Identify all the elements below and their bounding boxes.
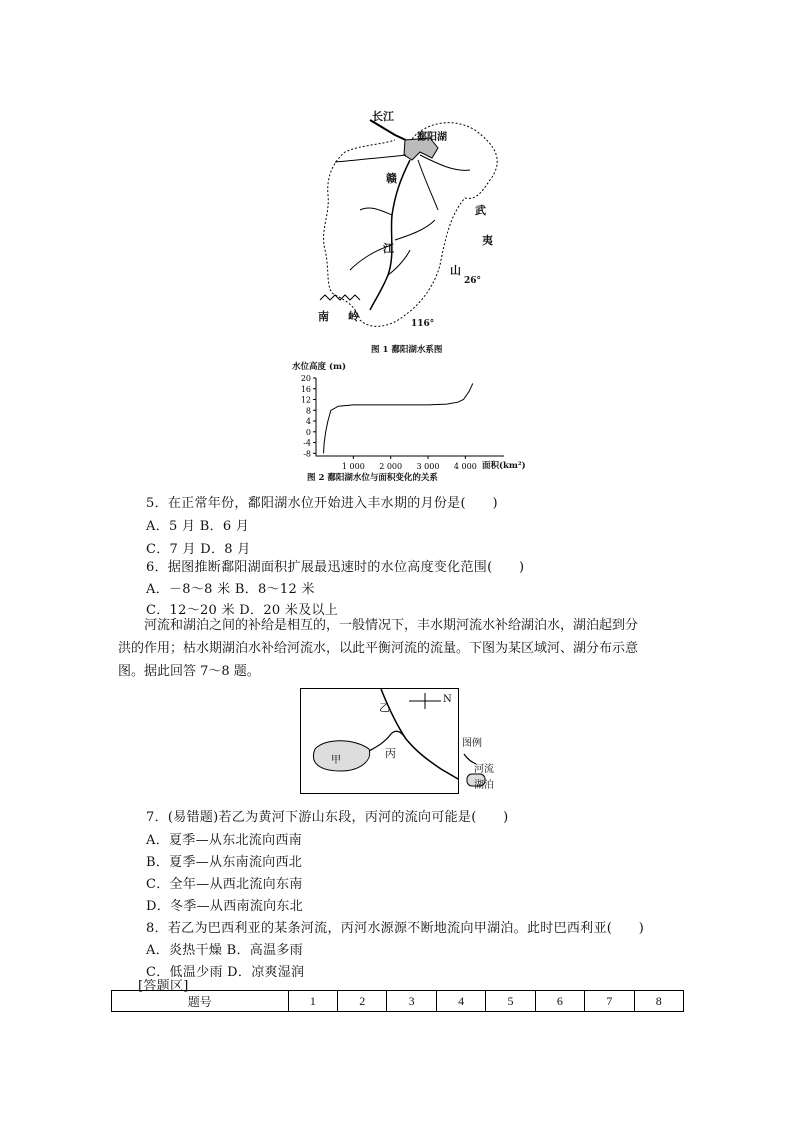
- figure-1-caption: 图 1 鄱阳湖水系图: [371, 345, 443, 355]
- label-changjiang: 长江: [372, 110, 394, 123]
- answer-table: [111, 990, 684, 1012]
- q5-options-cd: C．7 月 D．8 月: [146, 542, 251, 557]
- map-drawing: [300, 100, 530, 340]
- chart-series-line: [324, 383, 473, 453]
- paragraph-line-2: 洪的作用；枯水期湖泊水补给河流水，以此平衡河流的流量。下图为某区域河、湖分布示意: [118, 641, 639, 656]
- chart-axis-lines: [316, 378, 504, 456]
- x-tick-label: 1 000: [341, 462, 365, 471]
- y-tick-label: 0: [305, 427, 311, 437]
- answer-cell-3[interactable]: 3: [387, 991, 436, 1012]
- y-tick-label: 20: [300, 374, 311, 383]
- label-bing-river: 丙: [385, 747, 396, 760]
- q7-option-b: B．夏季—从东南流向西北: [146, 855, 303, 870]
- answer-cell-6[interactable]: 6: [535, 991, 584, 1012]
- label-nan: 南: [318, 310, 329, 323]
- label-wu: 武: [475, 204, 486, 217]
- paragraph-line-3: 图。据此回答 7～8 题。: [118, 664, 260, 679]
- y-tick-label: -4: [303, 438, 311, 448]
- chart-ylabel: 水位高度 (m): [292, 362, 346, 372]
- answer-cell-2[interactable]: 2: [338, 991, 387, 1012]
- q7-stem: 7．(易错题)若乙为黄河下游山东段，丙河的流向可能是( ): [146, 810, 509, 825]
- north-arrow-label: N: [443, 694, 452, 705]
- x-tick-label: 2 000: [379, 462, 403, 471]
- answer-cell-4[interactable]: 4: [436, 991, 485, 1012]
- q8-stem: 8．若乙为巴西利亚的某条河流，丙河水源源不断地流向甲湖泊。此时巴西利亚( ): [146, 921, 645, 936]
- answer-header-cell: 题号: [112, 991, 289, 1012]
- answer-area-label: [答题区]: [138, 979, 189, 994]
- q8-options-ab: A．炎热干燥 B．高温多雨: [146, 943, 303, 958]
- label-jia-lake: 甲: [331, 755, 341, 766]
- figure-1-map: [300, 100, 530, 340]
- chart-yticks: [301, 374, 316, 458]
- legend-river-label: 河流: [474, 764, 494, 775]
- chart-xlabel: 面积(km²): [482, 461, 526, 471]
- q8-options-cd: C．低温少雨 D．凉爽湿润: [146, 965, 305, 980]
- y-tick-label: 16: [300, 384, 311, 394]
- label-yi: 夷: [482, 234, 493, 247]
- answer-table-row: [112, 991, 684, 1012]
- label-poyanghu: 鄱阳湖: [417, 132, 447, 143]
- y-tick-label: 8: [305, 406, 311, 416]
- label-shan: 山: [450, 264, 461, 277]
- label-26deg: 26°: [464, 276, 482, 286]
- q6-options-ab: A．－8～8 米 B．8～12 米: [146, 582, 315, 597]
- chart-xticks: [342, 456, 477, 471]
- y-tick-label: 4: [305, 417, 311, 427]
- q5-stem: 5．在正常年份，鄱阳湖水位开始进入丰水期的月份是( ): [146, 496, 498, 511]
- label-116deg: 116°: [411, 319, 435, 329]
- q7-option-c: C．全年—从西北流向东南: [146, 877, 303, 892]
- answer-cell-1[interactable]: 1: [288, 991, 337, 1012]
- q6-options-cd: C．12～20 米 D．20 米及以上: [146, 603, 339, 618]
- figure-3-legend: [462, 732, 532, 792]
- label-jiang: 江: [383, 242, 394, 255]
- intro-paragraph: [118, 614, 698, 683]
- q6-stem: 6．据图推断鄱阳湖面积扩展最迅速时的水位高度变化范围( ): [146, 560, 525, 575]
- legend-lake-label: 湖泊: [474, 780, 494, 791]
- figure-2-caption: 图 2 鄱阳湖水位与面积变化的关系: [307, 473, 438, 483]
- answer-cell-7[interactable]: 7: [585, 991, 634, 1012]
- answer-cell-8[interactable]: 8: [634, 991, 683, 1012]
- q7-option-a: A．夏季—从东北流向西南: [146, 833, 302, 848]
- figure-3-box: [300, 688, 459, 794]
- paragraph-line-1: 河流和湖泊之间的补给是相互的，一般情况下，丰水期河流水补给湖泊水，湖泊起到分: [118, 618, 639, 633]
- x-tick-label: 3 000: [416, 462, 440, 471]
- label-gan: 赣: [386, 172, 397, 185]
- chart-axes: [316, 378, 504, 456]
- x-tick-label: 4 000: [453, 462, 477, 471]
- y-tick-label: 12: [300, 395, 311, 405]
- answer-cell-5[interactable]: 5: [486, 991, 535, 1012]
- label-yi-river: 乙: [379, 701, 390, 714]
- label-ling: 岭: [348, 310, 359, 323]
- legend-title: 图例: [462, 738, 482, 749]
- y-tick-label: -8: [303, 449, 311, 459]
- q5-options-ab: A．5 月 B．6 月: [146, 519, 250, 534]
- q7-option-d: D．冬季—从西南流向东北: [146, 899, 304, 914]
